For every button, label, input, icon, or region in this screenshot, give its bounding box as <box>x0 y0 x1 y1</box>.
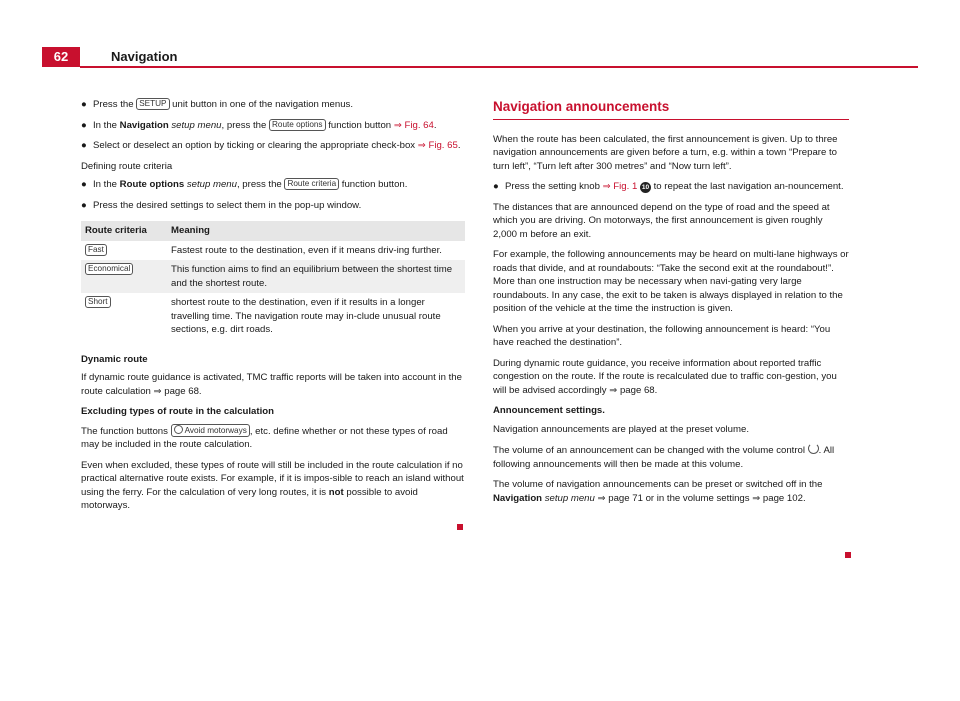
table-row <box>81 260 465 293</box>
figure-reference-link[interactable]: ⇒ Fig. 65 <box>417 140 458 151</box>
table-header-row <box>81 221 465 241</box>
left-column <box>81 98 465 520</box>
table-row <box>81 293 465 340</box>
checkbox-ring-icon <box>174 425 183 434</box>
subheading-dynamic-route: Dynamic route <box>81 353 148 365</box>
end-of-section-icon <box>457 524 463 530</box>
table-cell: shortest route to the destination, even if it results in a longer travelling time. The navigation route may in-clude unusual route sections, e.g. dirt roads. <box>171 297 441 335</box>
fast-key: Fast <box>85 244 107 256</box>
list-item: ● Press the setting knob ⇒ Fig. 1 10 to repeat the last navigation an-nouncement. <box>493 181 844 193</box>
list-item: ● Select or deselect an option by ticking or clearing the appropriate check-box ⇒ Fig. 65. <box>81 140 461 151</box>
route-criteria-table <box>81 221 465 340</box>
paragraph: During dynamic route guidance, you receive information about reported traffic congestion on the route. If the route is recalculated due to traffic con-gestion, you will be advised accordingly ⇒ page 68. <box>493 357 837 396</box>
section-title: Navigation announcements <box>493 99 670 114</box>
bullet-icon: ● <box>81 119 87 131</box>
bullet-icon: ● <box>81 179 87 190</box>
list-item: ● Press the desired settings to select them in the pop-up window. <box>81 199 362 211</box>
short-key: Short <box>85 296 111 308</box>
bullet-icon: ● <box>493 181 499 193</box>
subheading-excluding-types: Excluding types of route in the calculation <box>81 406 274 417</box>
paragraph: The distances that are announced depend on the type of road and the speed at which you are driving. On motorways, the first announcement is given roughly 2,000 m before an exit. <box>493 201 830 240</box>
table-header-cell: Meaning <box>167 221 465 241</box>
paragraph: Even when excluded, these types of route will still be included in the route calculation if no practical alternative route exists. For example, if it is impos-sible to reach an island without using the ferry. For the calculation of very long routes, it is not possible to avoid motorways. <box>81 459 464 511</box>
paragraph: If dynamic route guidance is activated, TMC traffic reports will be taken into account in the route calculation ⇒ page 68. <box>81 372 462 397</box>
route-criteria-key: Route criteria <box>284 178 339 190</box>
bullet-icon: ● <box>81 199 87 211</box>
paragraph: When the route has been calculated, the first announcement is given. Up to three navigation announcements are given before a turn, e.g. within a town “Prepare to turn left”, “Turn left after 300 metres” and “Now turn left”. <box>493 133 838 172</box>
figure-reference-link[interactable]: ⇒ Fig. 1 <box>602 181 638 193</box>
subheading-defining-route-criteria: Defining route criteria <box>81 160 173 172</box>
paragraph: When you arrive at your destination, the following announcement is heard: “You have reached the destination”. <box>493 323 831 349</box>
page-header <box>42 47 918 67</box>
economical-key: Economical <box>85 263 133 275</box>
route-options-key: Route options <box>269 119 326 131</box>
header-divider <box>80 66 918 68</box>
setup-key: SETUP <box>136 98 169 110</box>
list-item: ● In the Navigation setup menu, press the Route options function button ⇒ Fig. 64. <box>81 119 437 131</box>
page-number: 62 <box>42 47 80 67</box>
subheading-announcement-settings: Announcement settings. <box>493 405 605 417</box>
paragraph: The volume of an announcement can be changed with the volume control . All following announcements will then be made at this volume. <box>493 445 835 470</box>
bullet-icon: ● <box>81 140 87 151</box>
table-row <box>81 241 465 261</box>
volume-control-icon <box>808 443 819 454</box>
paragraph: For example, the following announcements may be heard on multi-lane highways or roads that divide, and at roundabouts: “Take the second exit at the roundabout!”. More than one instruction may be necessary when navi-gating very large roundabouts. In any case, the exit to be taken is always displayed in relation to the position of the vehicle at the time the instruction is given. <box>493 249 849 315</box>
chapter-title: Navigation <box>111 49 178 64</box>
paragraph: The function buttons Avoid motorways , etc. define whether or not these types of road may be included in the route calculation. <box>81 425 448 450</box>
figure-reference-link[interactable]: ⇒ Fig. 64 <box>393 119 434 131</box>
table-cell: This function aims to find an equilibrium between the shortest time and the shortest route. <box>167 260 465 293</box>
right-column <box>493 100 849 512</box>
bullet-icon: ● <box>81 99 87 110</box>
table-header-cell: Route criteria <box>81 221 167 241</box>
paragraph: The volume of navigation announcements can be preset or switched off in the Navigation setup menu ⇒ page 71 or in the volume settings ⇒ page 102. <box>493 479 823 504</box>
list-item: ● Press the SETUP unit button in one of the navigation menus. <box>81 99 353 110</box>
section-divider <box>493 119 849 120</box>
end-of-section-icon <box>845 552 851 558</box>
table-cell: Fastest route to the destination, even if it means driv-ing further. <box>171 244 442 256</box>
list-item: ● In the Route options setup menu, press the Route criteria function button. <box>81 179 408 190</box>
circled-number-icon: 10 <box>641 184 650 192</box>
avoid-motorways-key: Avoid motorways <box>171 424 250 437</box>
paragraph: Navigation announcements are played at the preset volume. <box>493 423 749 435</box>
